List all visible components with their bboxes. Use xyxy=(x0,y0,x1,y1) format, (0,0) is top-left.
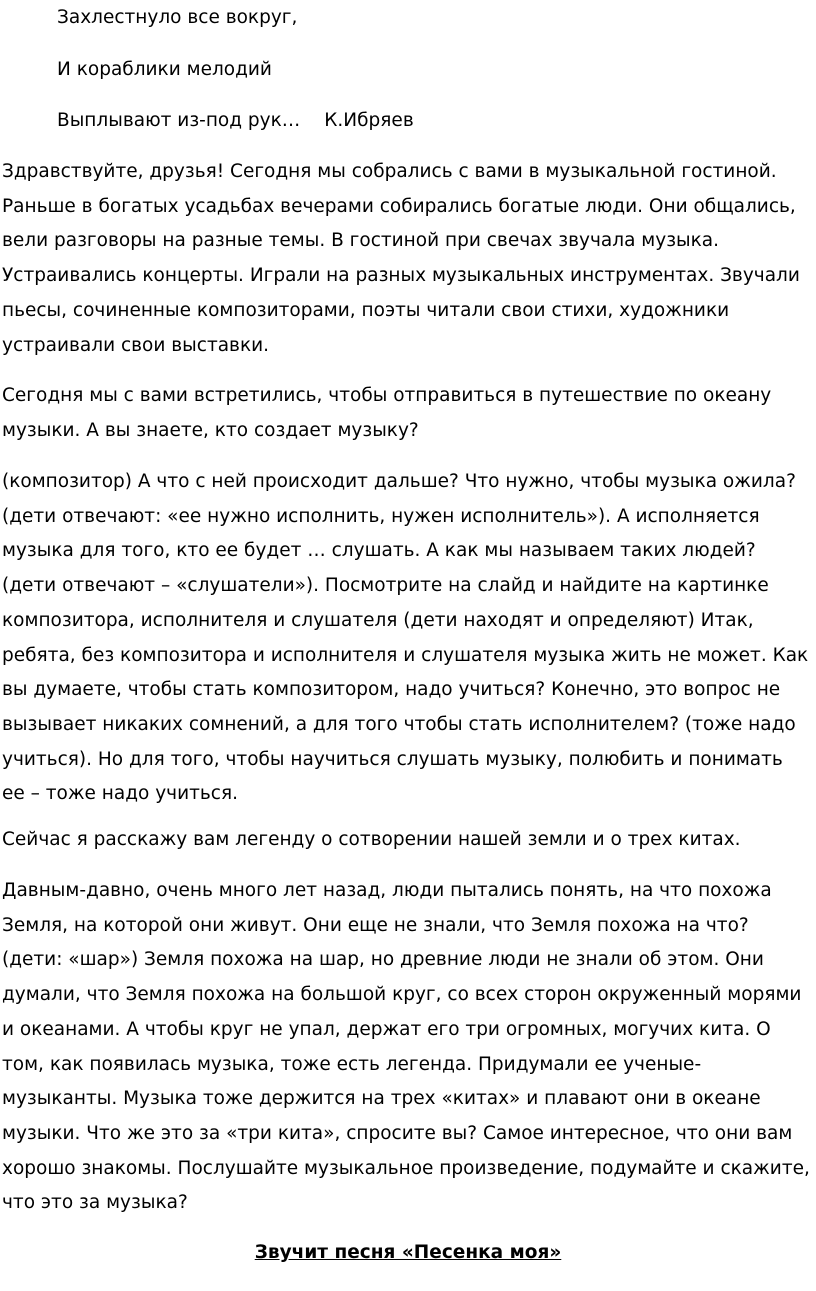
paragraph-legend: Давным-давно, очень много лет назад, люди пытались понять, на что похожа Земля, на которой они живут. Они еще не знали, что Земля похожа на что? (дети: «шар») Земля похожа на шар, но древние люди не знали об этом. Они думали, что Земля похожа на большой круг, со всех сторон окруженный морями и океанами. А чтобы круг не упал, держат его три огромных, могучих кита. О том, как появилась музыка, тоже есть легенда. Придумали ее ученые-музыканты. Музыка тоже держится на трех «китах» и плавают они в океане музыки. Что же это за «три кита», спросите вы? Самое интересное, что они вам хорошо знакомы. Послушайте музыкальное произведение, подумайте и скажите, что это за музыка? xyxy=(2,880,810,1214)
paragraph-ocean: Сегодня мы с вами встретились, чтобы отправиться в путешествие по океану музыки. А вы знаете, кто создает музыку? xyxy=(2,385,772,441)
poem-line-3-text: Выплывают из-под рук… xyxy=(57,110,301,131)
song-title: Звучит песня «Песенка моя» xyxy=(254,1242,562,1263)
poem-line-1: Захлестнуло все вокруг, xyxy=(57,7,298,28)
paragraph-composer: (композитор) А что с ней происходит дальше? Что нужно, чтобы музыка ожила? (дети отвечают: «ее нужно исполнить, нужен исполнитель»). А исполняется музыка для того, кто ее будет … слушать. А как мы называем таких людей? (дети отвечают – «слушатели»). Посмотрите на слайд и найдите на картинке композитора, исполнителя и слушателя (дети находят и определяют) Итак, ребята, без композитора и исполнителя и слушателя музыка жить не может. Как вы думаете, чтобы стать композитором, надо учиться? Конечно, это вопрос не вызывает никаких сомнений, а для того чтобы стать исполнителем? (тоже надо учиться). Но для того, чтобы научиться слушать музыку, полюбить и понимать ее – тоже надо учиться. xyxy=(2,471,809,805)
paragraph-intro: Здравствуйте, друзья! Сегодня мы собрались с вами в музыкальной гостиной. Раньше в богатых усадьбах вечерами собирались богатые люди. Они общались, вели разговоры на разные темы. В гостиной при свечах звучала музыка. Устраивались концерты. Играли на разных музыкальных инструментах. Звучали пьесы, сочиненные композиторами, поэты читали свои стихи, художники устраивали свои выставки. xyxy=(2,161,800,356)
poem-line-3 xyxy=(57,109,414,133)
poem-author: К.Ибряев xyxy=(324,110,414,131)
paragraph-legend-intro: Сейчас я расскажу вам легенду о сотворении нашей земли и о трех китах. xyxy=(2,829,741,850)
poem-line-2: И кораблики мелодий xyxy=(57,59,272,80)
